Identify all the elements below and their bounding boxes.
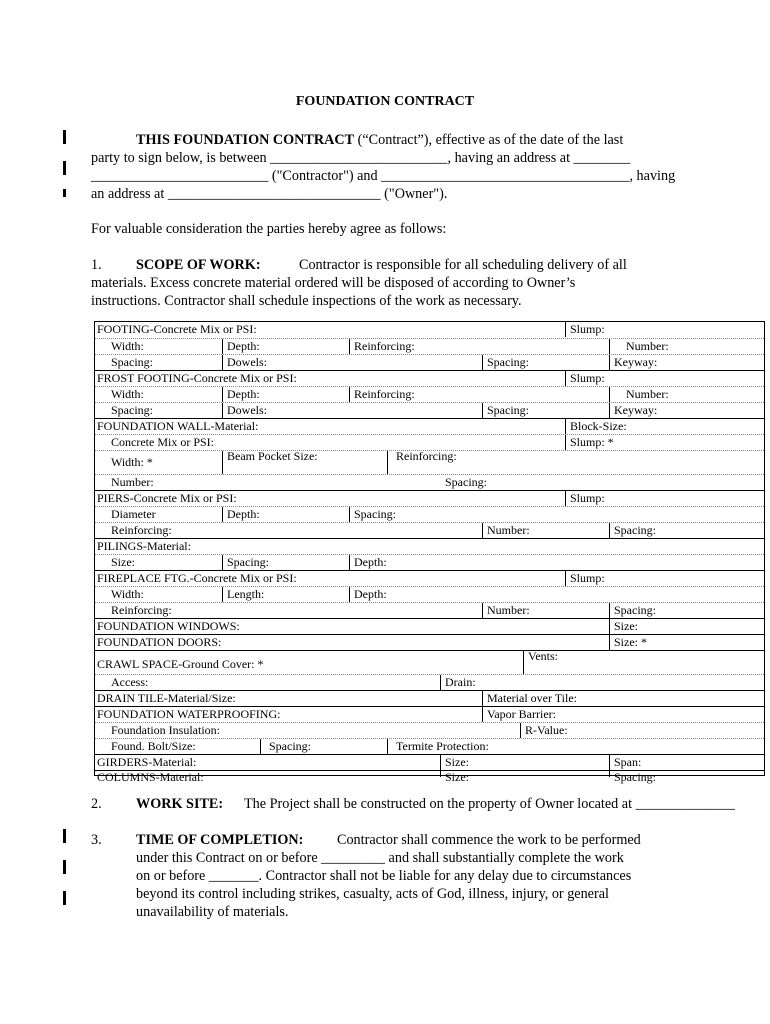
number-label: Number: [487, 523, 530, 537]
depth-label: Depth: [227, 387, 260, 401]
section-1-heading: SCOPE OF WORK: [136, 257, 261, 273]
foundation-wall-label: FOUNDATION WALL-Material: [97, 419, 259, 433]
windows-label: FOUNDATION WINDOWS: [97, 619, 240, 633]
crawl-space-label: CRAWL SPACE-Ground Cover: * [97, 657, 264, 671]
intro-line-1-text: (“Contract”), effective as of the date of the last [354, 132, 624, 148]
beam-pocket-label: Beam Pocket Size: [227, 449, 318, 463]
spacing-label: Spacing: [269, 739, 311, 753]
footing-label: FOOTING-Concrete Mix or PSI: [97, 322, 257, 336]
revision-bar [63, 829, 66, 843]
table-row [95, 418, 764, 434]
revision-bar [63, 189, 66, 197]
number-label: Number: [487, 603, 530, 617]
number-label: Number: [626, 387, 669, 401]
table-row [95, 674, 764, 690]
table-row [95, 322, 764, 337]
span-label: Span: [614, 755, 642, 769]
table-row [95, 386, 764, 402]
section-2-text: The Project shall be constructed on the property of Owner located at ______________ [244, 796, 735, 812]
spacing-label: Spacing: [487, 355, 529, 369]
number-label: Number: [111, 475, 154, 489]
dowels-label: Dowels: [227, 403, 267, 417]
girders-label: GIRDERS-Material: [97, 755, 197, 769]
reinforcing-label: Reinforcing: [111, 603, 172, 617]
section-3-line-1: Contractor shall commence the work to be performed [337, 832, 641, 848]
table-row [95, 770, 764, 784]
table-row [95, 402, 764, 418]
pilings-label: PILINGS-Material: [97, 539, 191, 553]
table-row [95, 506, 764, 522]
table-row [95, 706, 764, 722]
table-row [95, 522, 764, 538]
vents-label: Vents: [528, 649, 558, 663]
spacing-label: Spacing: [445, 475, 487, 489]
table-row [95, 602, 764, 618]
spacing-label: Spacing: [111, 403, 153, 417]
reinforcing-label: Reinforcing: [396, 449, 457, 463]
revision-bar [63, 860, 66, 874]
section-2-heading: WORK SITE: [136, 796, 224, 812]
depth-label: Depth: [227, 339, 260, 353]
section-3-heading: TIME OF COMPLETION: [136, 832, 304, 848]
foundation-spec-table [94, 321, 765, 784]
material-over-tile-label: Material over Tile: [487, 691, 577, 705]
reinforcing-label: Reinforcing: [354, 339, 415, 353]
consideration-text: For valuable consideration the parties hereby agree as follows: [91, 221, 447, 237]
drain-label: Drain: [445, 675, 476, 689]
drain-tile-label: DRAIN TILE-Material/Size: [97, 691, 236, 705]
bolt-size-label: Found. Bolt/Size: [111, 739, 196, 753]
table-row [95, 586, 764, 602]
intro-line-2: party to sign below, is between _________________________, having an address at ________ [91, 150, 631, 166]
table-row [95, 722, 764, 738]
fireplace-label: FIREPLACE FTG.-Concrete Mix or PSI: [97, 571, 297, 585]
depth-label: Depth: [354, 555, 387, 569]
section-3-number: 3. [91, 832, 102, 848]
block-size-label: Block-Size: [570, 419, 627, 433]
intro-line-1 [136, 131, 623, 149]
piers-label: PIERS-Concrete Mix or PSI: [97, 491, 237, 505]
section-1-line-2: materials. Excess concrete material ordered will be disposed of according to Owner’s [91, 275, 576, 291]
keyway-label: Keyway: [614, 355, 658, 369]
document-title: FOUNDATION CONTRACT [295, 94, 475, 109]
intro-bold-heading: THIS FOUNDATION CONTRACT [136, 132, 355, 148]
table-row [95, 338, 764, 354]
table-row [95, 618, 764, 634]
table-row [95, 554, 764, 570]
size-label: Size: [445, 770, 469, 784]
width-star-label: Width: * [111, 455, 153, 469]
section-3-line-5: unavailability of materials. [136, 904, 289, 920]
slump-label: Slump: [570, 491, 605, 505]
columns-label: COLUMNS-Material: [97, 770, 204, 784]
section-3-line-3: on or before _______. Contractor shall not be liable for any delay due to circumstances [136, 868, 632, 884]
spacing-label: Spacing: [354, 507, 396, 521]
vapor-barrier-label: Vapor Barrier: [487, 707, 556, 721]
table-row [95, 650, 764, 674]
size-label: Size: [445, 755, 469, 769]
revision-bar [63, 130, 66, 144]
table-row [95, 738, 764, 754]
table-row [95, 490, 764, 506]
reinforcing-label: Reinforcing: [354, 387, 415, 401]
concrete-mix-label: Concrete Mix or PSI: [111, 435, 214, 449]
table-row [95, 370, 764, 386]
section-1-number: 1. [91, 257, 102, 273]
section-1-line-1: Contractor is responsible for all scheduling delivery of all [299, 257, 627, 273]
table-row [95, 434, 764, 450]
spacing-label: Spacing: [227, 555, 269, 569]
slump-star-label: Slump: * [570, 435, 614, 449]
waterproofing-label: FOUNDATION WATERPROOFING: [97, 707, 281, 721]
intro-line-4: an address at ______________________________ ("Owner"). [91, 186, 448, 202]
number-label: Number: [626, 339, 669, 353]
depth-label: Depth: [227, 507, 260, 521]
spacing-label: Spacing: [614, 523, 656, 537]
table-row [95, 634, 764, 650]
table-row [95, 474, 764, 490]
spacing-label: Spacing: [614, 603, 656, 617]
doors-label: FOUNDATION DOORS: [97, 635, 222, 649]
slump-label: Slump: [570, 571, 605, 585]
section-3-line-4: beyond its control including strikes, casualty, acts of God, illness, injury, or general [136, 886, 609, 902]
r-value-label: R-Value: [525, 723, 568, 737]
table-row [95, 570, 764, 586]
revision-bar [63, 161, 66, 175]
table-row [95, 690, 764, 706]
table-row [95, 450, 764, 474]
frost-footing-label: FROST FOOTING-Concrete Mix or PSI: [97, 371, 297, 385]
table-row [95, 754, 764, 770]
termite-label: Termite Protection: [396, 739, 489, 753]
diameter-label: Diameter [111, 507, 156, 521]
reinforcing-label: Reinforcing: [111, 523, 172, 537]
slump-label: Slump: [570, 322, 605, 336]
section-2-number: 2. [91, 796, 102, 812]
revision-bar [63, 891, 66, 905]
access-label: Access: [111, 675, 149, 689]
table-row [95, 354, 764, 370]
depth-label: Depth: [354, 587, 387, 601]
slump-label: Slump: [570, 371, 605, 385]
table-row [95, 538, 764, 554]
width-label: Width: [111, 587, 144, 601]
width-label: Width: [111, 339, 144, 353]
spacing-label: Spacing: [614, 770, 656, 784]
length-label: Length: [227, 587, 265, 601]
dowels-label: Dowels: [227, 355, 267, 369]
insulation-label: Foundation Insulation: [111, 723, 220, 737]
intro-line-3: _________________________ ("Contractor") and ___________________________________, having [91, 168, 676, 184]
size-label: Size: [111, 555, 135, 569]
spacing-label: Spacing: [111, 355, 153, 369]
section-1-line-3: instructions. Contractor shall schedule inspections of the work as necessary. [91, 293, 522, 309]
section-3-line-2: under this Contract on or before _________ and shall substantially complete the work [136, 850, 624, 866]
spacing-label: Spacing: [487, 403, 529, 417]
size-label: Size: [614, 619, 638, 633]
keyway-label: Keyway: [614, 403, 658, 417]
width-label: Width: [111, 387, 144, 401]
size-star-label: Size: * [614, 635, 647, 649]
